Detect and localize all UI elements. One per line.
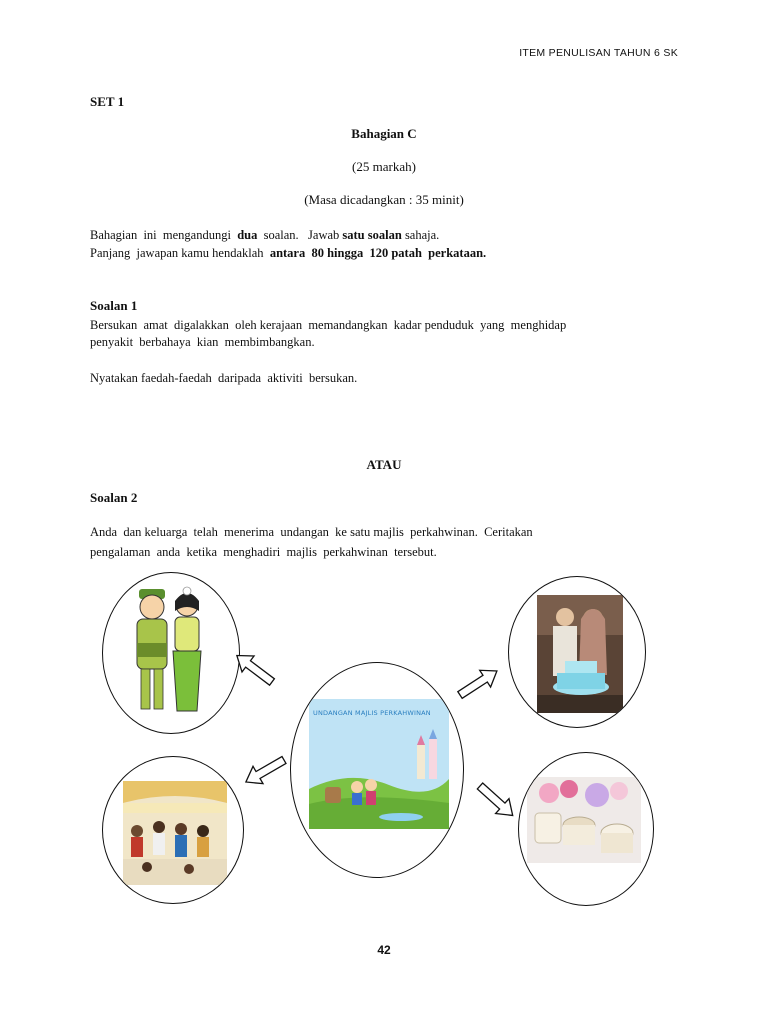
question-1-title: Soalan 1 [90, 298, 138, 313]
section-marks: (25 markah) [352, 159, 416, 174]
question-2-text-line-1: Anda dan keluarga telah menerima undangan ke satu majlis perkahwinan. Ceritakan [90, 525, 533, 539]
instruction-line-1: Bahagian ini mengandungi dua soalan. Jawab satu soalan sahaja. [90, 228, 440, 242]
arrow-to-bottom-right-icon [473, 779, 519, 823]
arrow-to-top-left-icon [231, 648, 278, 690]
question-1-text-line-2: penyakit berbahaya kian membimbangkan. [90, 335, 315, 349]
question-2-text-line-2: pengalaman anda ketika menghadiri majlis perkahwinan tersebut. [90, 545, 437, 559]
question-1-text-line-1: Bersukan amat digalakkan oleh kerajaan memandangkan kadar penduduk yang menghidap [90, 318, 567, 332]
running-header: ITEM PENULISAN TAHUN 6 SK [519, 47, 678, 59]
arrow-to-top-right-icon [455, 663, 503, 704]
invitation-card-title: UNDANGAN MAJLIS PERKAHWINAN [313, 709, 431, 717]
section-title: Bahagian C [351, 126, 417, 141]
set-label: SET 1 [90, 94, 125, 109]
question-1-prompt: Nyatakan faedah-faedah daripada aktiviti bersukan. [90, 371, 358, 385]
separator-atau: ATAU [366, 457, 402, 472]
arrow-to-bottom-left-icon [241, 751, 289, 790]
section-time: (Masa dicadangkan : 35 minit) [304, 192, 464, 207]
page-number: 42 [377, 943, 391, 957]
question-2-title: Soalan 2 [90, 490, 138, 505]
instruction-line-2: Panjang jawapan kamu hendaklah antara 80 hingga 120 patah perkataan. [90, 246, 487, 260]
